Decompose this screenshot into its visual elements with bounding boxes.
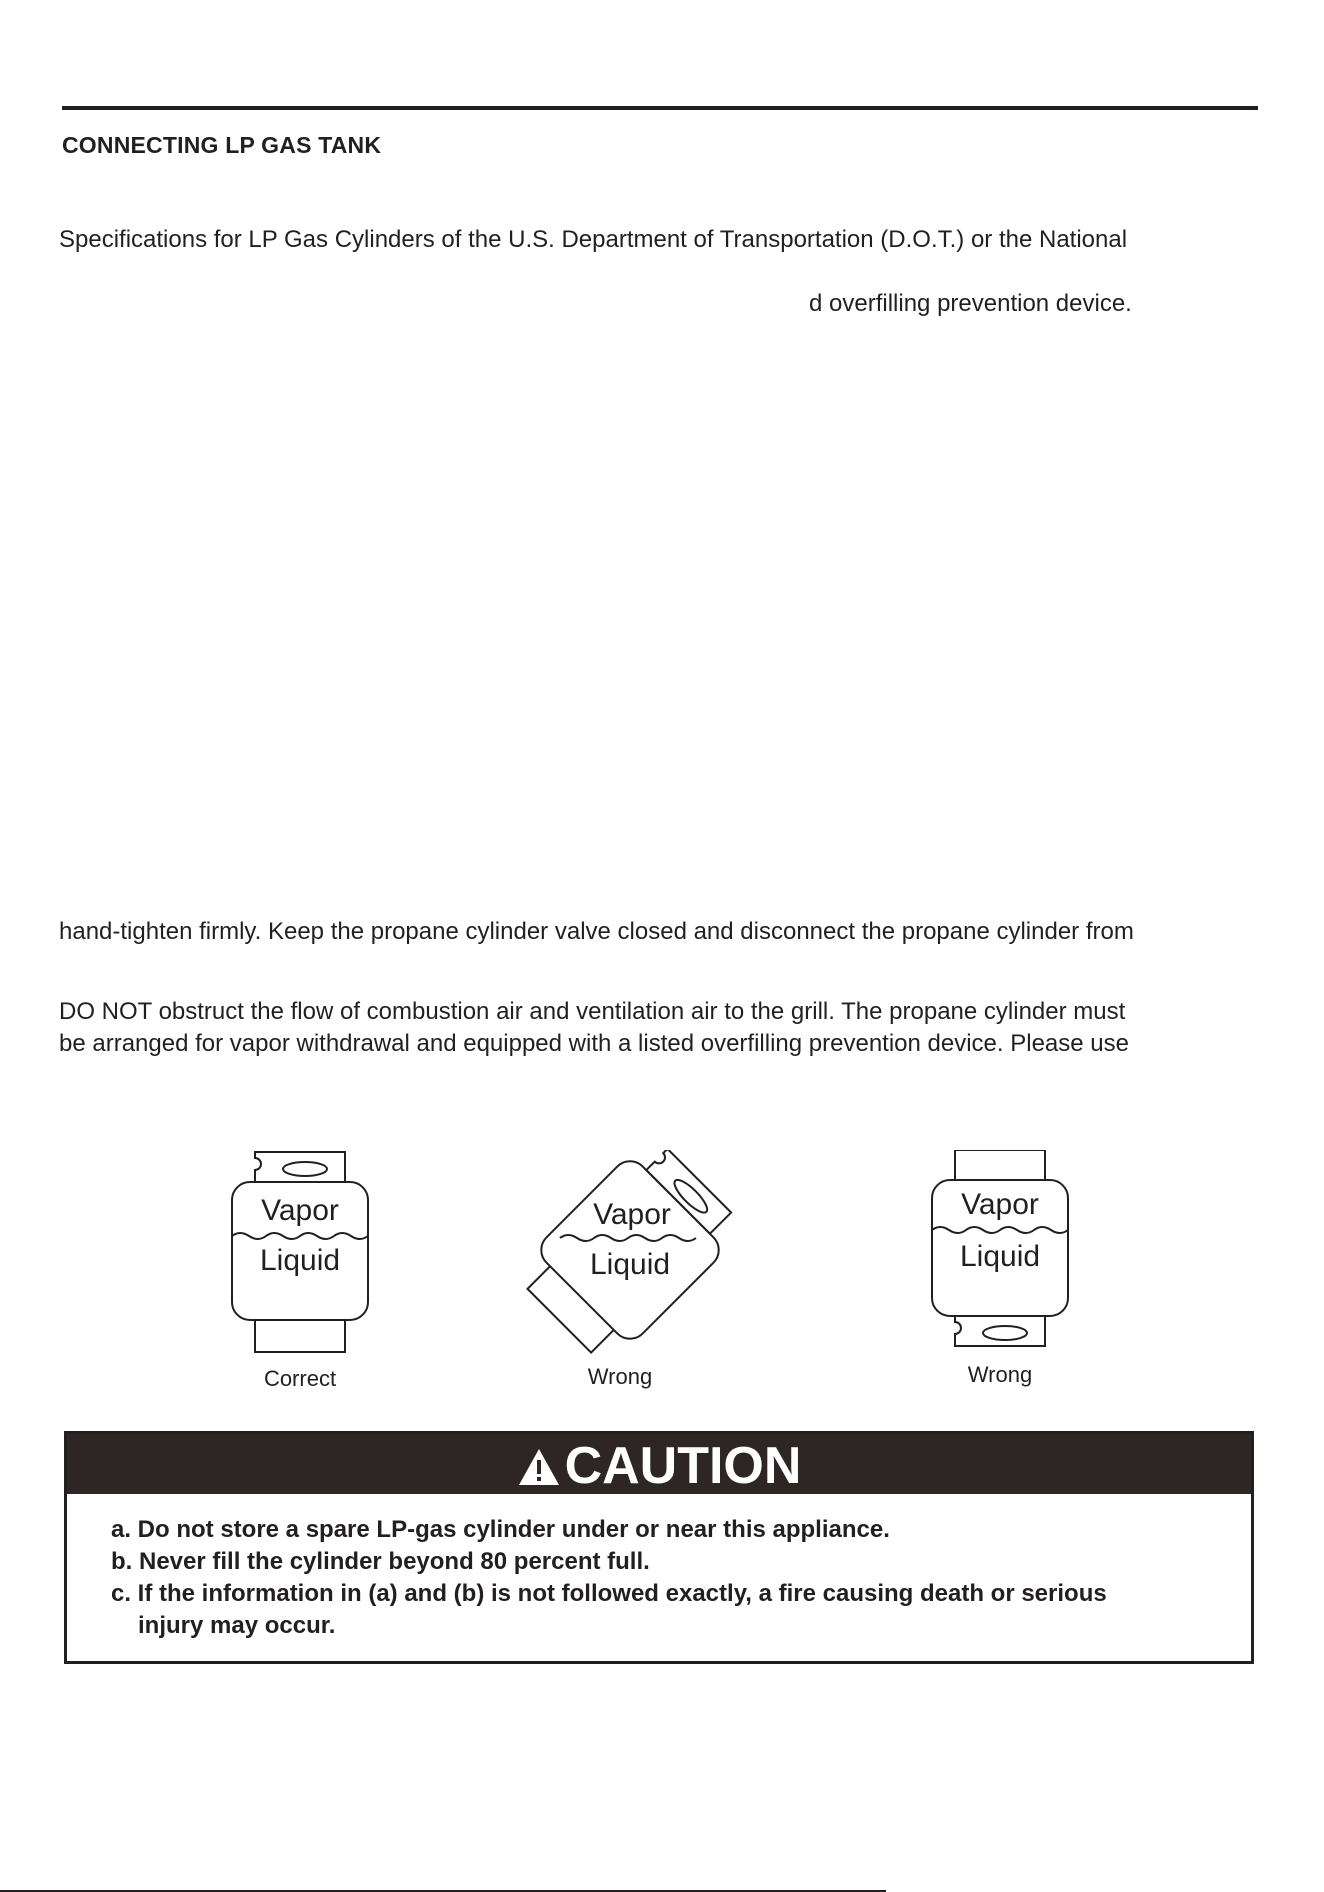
paragraph-overfilling: d overfilling prevention device. bbox=[809, 290, 1132, 317]
paragraph-obstruct-line1: DO NOT obstruct the flow of combustion air and ventilation air to the grill. The propane cylinder must bbox=[59, 998, 1126, 1025]
liquid-label: Liquid bbox=[589, 1248, 671, 1281]
section-heading: CONNECTING LP GAS TANK bbox=[62, 132, 382, 158]
caution-title-row bbox=[67, 1437, 1251, 1495]
cylinder-wrong-tilted bbox=[511, 1150, 747, 1389]
vapor-label: Vapor bbox=[261, 1194, 339, 1227]
caution-item: c. If the information in (a) and (b) is not followed exactly, a fire causing death or serious bbox=[111, 1580, 1107, 1607]
vapor-label: Vapor bbox=[961, 1188, 1039, 1221]
cylinder-wrong-inverted bbox=[932, 1150, 1068, 1387]
caution-item: a. Do not store a spare LP-gas cylinder under or near this appliance. bbox=[111, 1516, 890, 1543]
paragraph-obstruct-line2: be arranged for vapor withdrawal and equipped with a listed overfilling prevention device. Please use bbox=[59, 1030, 1129, 1057]
warning-triangle-icon bbox=[517, 1447, 561, 1487]
caution-box bbox=[64, 1431, 1254, 1664]
vapor-label: Vapor bbox=[593, 1198, 671, 1231]
caption-wrong-tilted: Wrong bbox=[587, 1364, 653, 1389]
liquid-label: Liquid bbox=[259, 1244, 341, 1277]
caution-title: CAUTION bbox=[564, 1437, 802, 1495]
caution-header bbox=[67, 1434, 1251, 1494]
liquid-label: Liquid bbox=[959, 1240, 1041, 1273]
paragraph-hand-tighten: hand-tighten firmly. Keep the propane cylinder valve closed and disconnect the propane cylinder from bbox=[59, 918, 1134, 945]
paragraph-specifications: Specifications for LP Gas Cylinders of the U.S. Department of Transportation (D.O.T.) or the National bbox=[59, 226, 1128, 253]
cylinder-correct bbox=[232, 1152, 368, 1390]
caution-item: b. Never fill the cylinder beyond 80 percent full. bbox=[111, 1548, 650, 1575]
caption-correct: Correct bbox=[263, 1366, 337, 1390]
caution-list bbox=[111, 1514, 1107, 1642]
caution-item: injury may occur. bbox=[138, 1612, 336, 1639]
caption-wrong-inverted: Wrong bbox=[967, 1362, 1033, 1387]
cylinder-orientation-diagram bbox=[200, 1150, 1100, 1390]
top-divider bbox=[62, 106, 1258, 110]
